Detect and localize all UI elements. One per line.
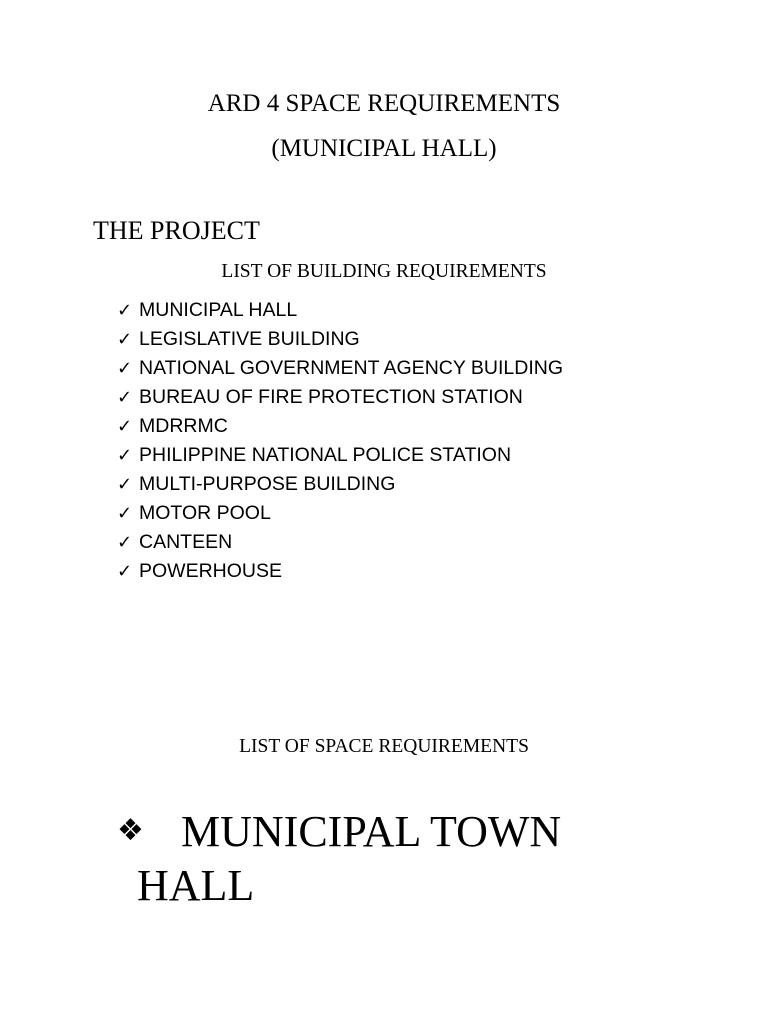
building-list-heading: LIST OF BUILDING REQUIREMENTS xyxy=(221,261,547,282)
list-item-label: MUNICIPAL HALL xyxy=(139,299,298,321)
list-item-label: PHILIPPINE NATIONAL POLICE STATION xyxy=(139,444,512,466)
check-icon: ✓ xyxy=(117,503,133,524)
list-item-label: LEGISLATIVE BUILDING xyxy=(139,328,360,350)
big-heading-text-2: HALL xyxy=(137,861,255,910)
section-heading: THE PROJECT xyxy=(93,216,260,245)
space-list-heading: LIST OF SPACE REQUIREMENTS xyxy=(239,736,529,757)
check-icon: ✓ xyxy=(117,474,133,495)
municipal-town-hall-heading xyxy=(117,804,737,913)
list-item xyxy=(117,441,563,470)
list-item xyxy=(117,499,563,528)
check-icon: ✓ xyxy=(117,387,133,408)
check-icon: ✓ xyxy=(117,445,133,466)
list-item xyxy=(117,383,563,412)
list-item-label: BUREAU OF FIRE PROTECTION STATION xyxy=(139,386,523,408)
big-heading-text-1: MUNICIPAL TOWN xyxy=(181,807,562,856)
document-title-line-2: (MUNICIPAL HALL) xyxy=(271,135,497,162)
list-item xyxy=(117,412,563,441)
check-icon: ✓ xyxy=(117,358,133,379)
building-requirements-list xyxy=(117,296,563,586)
list-item-label: MOTOR POOL xyxy=(139,502,271,524)
list-item-label: POWERHOUSE xyxy=(139,560,283,582)
list-item xyxy=(117,470,563,499)
list-item xyxy=(117,325,563,354)
list-item-label: CANTEEN xyxy=(139,531,233,553)
list-item xyxy=(117,354,563,383)
list-item xyxy=(117,528,563,557)
list-item xyxy=(117,296,563,325)
big-heading-line-1 xyxy=(117,804,737,859)
check-icon: ✓ xyxy=(117,532,133,553)
document-title-line-1: ARD 4 SPACE REQUIREMENTS xyxy=(207,90,561,117)
list-item-label: NATIONAL GOVERNMENT AGENCY BUILDING xyxy=(139,357,564,379)
list-item xyxy=(117,557,563,586)
list-item-label: MULTI-PURPOSE BUILDING xyxy=(139,473,396,495)
list-item-label: MDRRMC xyxy=(139,415,228,437)
check-icon: ✓ xyxy=(117,329,133,350)
check-icon: ✓ xyxy=(117,300,133,321)
check-icon: ✓ xyxy=(117,561,133,582)
diamond-bullet-icon: ❖ xyxy=(117,813,144,848)
check-icon: ✓ xyxy=(117,416,133,437)
